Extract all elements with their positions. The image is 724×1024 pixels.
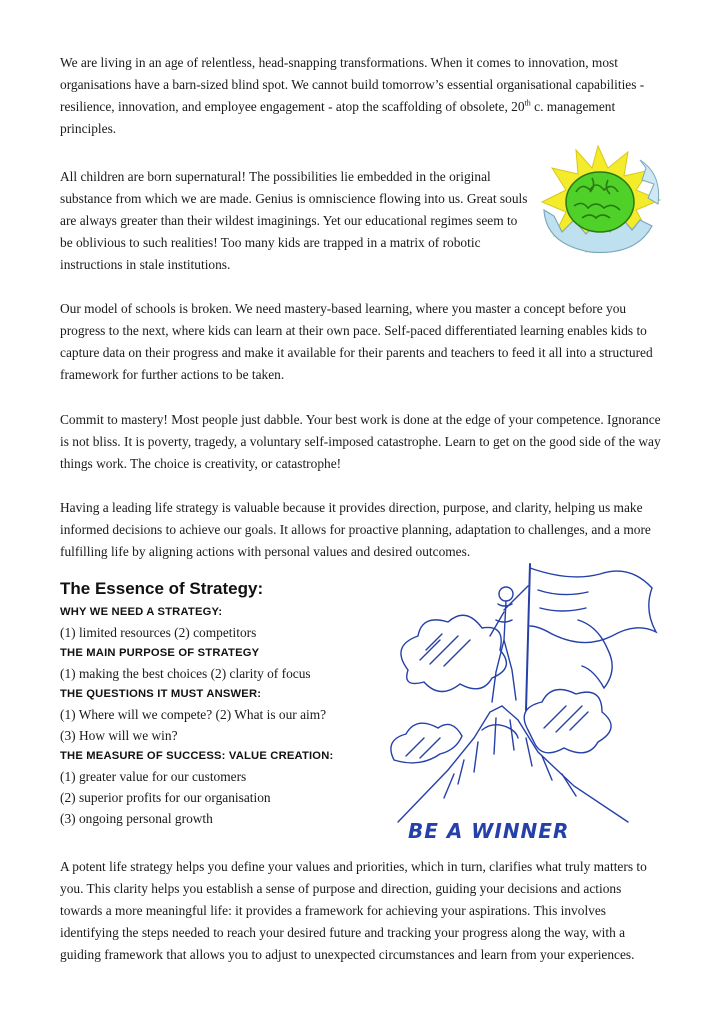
measure-item: (1) greater value for our customers xyxy=(60,769,247,784)
winner-illustration xyxy=(378,560,678,850)
essence-of-strategy-section xyxy=(60,578,400,829)
brain-egg-illustration xyxy=(536,140,666,258)
paragraph-children: All children are born supernatural! The possibilities lie embedded in the original substance from which we are made. Genius is omniscience flowing into us. Great souls are always greater than their wildest imaginings. Yet our educational regimes seem to be oblivious to such realities! Too many kids are trapped in a matrix of robotic instructions in stale institutions. xyxy=(60,169,528,272)
mountain-sketch-icon xyxy=(398,706,628,822)
winner-caption: BE A WINNER xyxy=(408,819,570,843)
why-heading: WHY WE NEED A STRATEGY: xyxy=(60,606,223,618)
paragraph-transformations xyxy=(60,52,660,140)
superscript-th: th xyxy=(524,98,531,108)
purpose-heading: THE MAIN PURPOSE OF STRATEGY xyxy=(60,647,260,659)
paragraph-text: c. management principles. xyxy=(60,99,616,136)
measure-item: (2) superior profits for our organisation xyxy=(60,790,271,805)
climber-figure-icon xyxy=(490,586,528,702)
questions-item: (3) How will we win? xyxy=(60,728,178,743)
why-item: (1) limited resources (2) competitors xyxy=(60,625,257,640)
questions-item: (1) Where will we compete? (2) What is our aim? xyxy=(60,707,327,722)
measure-heading: THE MEASURE OF SUCCESS: VALUE CREATION: xyxy=(60,750,334,762)
paragraph-potent-strategy: A potent life strategy helps you define your values and priorities, which in turn, clarifies what truly matters to you. This clarity helps you establish a sense of purpose and direction, guiding your decisions and actions towards a more meaningful life: it provides a framework for achieving your aspirations. This involves identifying the steps needed to reach your desired future and tracking your progress along the way, with a guiding framework that allows you to adjust to unexpected circumstances and learn from your experiences. xyxy=(60,859,647,962)
green-brain-icon xyxy=(566,172,634,232)
paragraph-life-strategy: Having a leading life strategy is valuable because it provides direction, purpose, and clarity, helping us make informed decisions to achieve our goals. It allows for proactive planning, adaptation to challenges, and a more fulfilling life by aligning actions with personal values and desired outcomes. xyxy=(60,500,651,559)
questions-heading: THE QUESTIONS IT MUST ANSWER: xyxy=(60,688,262,700)
purpose-item: (1) making the best choices (2) clarity of focus xyxy=(60,666,311,681)
paragraph-mastery: Commit to mastery! Most people just dabble. Your best work is done at the edge of your competence. Ignorance is not bliss. It is poverty, tragedy, a voluntary self-imposed catastrophe. Learn to get on the good side of the way things work. The choice is creativity, or catastrophe! xyxy=(60,412,661,471)
paragraph-schools: Our model of schools is broken. We need mastery-based learning, where you master a concept before you progress to the next, where kids can learn at their own pace. Self-paced differentiated learning enables kids to capture data on their progress and make it available for their parents and teachers to feed it all into a structured framework for further actions to be taken. xyxy=(60,301,653,382)
cloud-sketch-icon xyxy=(391,615,611,763)
measure-item: (3) ongoing personal growth xyxy=(60,811,213,826)
section-heading: The Essence of Strategy: xyxy=(60,579,264,598)
flag-sketch-icon xyxy=(526,564,656,710)
paragraph-text: We are living in an age of relentless, head-snapping transformations. When it comes to innovation, most organisations have a barn-sized blind spot. We cannot build tomorrow’s essential organisational capabilities - resilience, innovation, and employee engagement - atop the scaffolding of obsolete, 20 xyxy=(60,55,645,114)
